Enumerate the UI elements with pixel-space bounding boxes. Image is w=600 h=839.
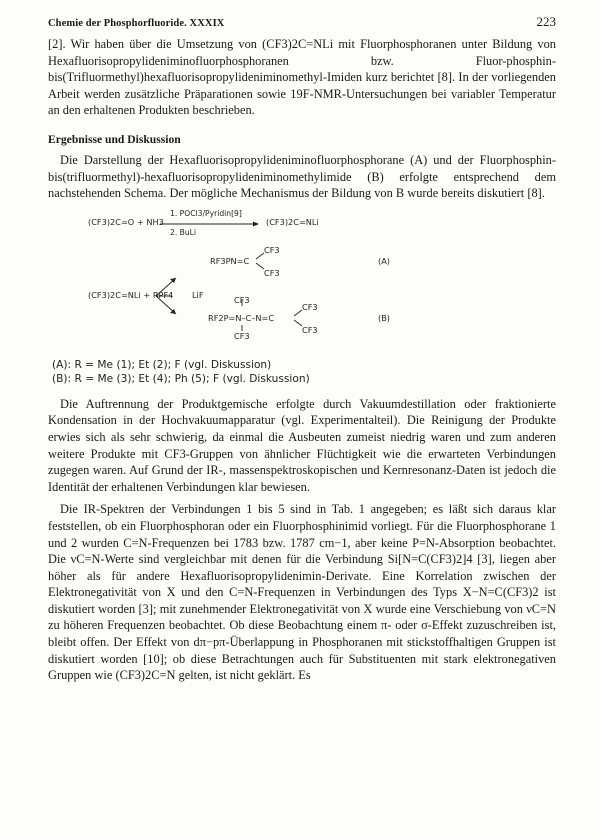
reaction1-product: (CF3)2C=NLi [266,216,319,227]
product-b-cf3-right-lower: CF3 [302,324,318,335]
running-title: Chemie der Phosphorfluoride. XXXIX [48,18,225,29]
product-b-label: (B) [378,312,391,323]
paragraph-scheme-intro: Die Darstellung der Hexafluorisopropylideniminofluorphosphorane (A) und der Fluorphosphin-bis(trifluormethyl)-hexafluorisopropylideniminomethylimide (B) erfolgte entsprechend dem nachstehenden Schema. Der mögliche Mechanismus der Bildung von B wurde bereits diskutiert [8]. [48,152,556,201]
product-a-cf3-lower: CF3 [264,267,280,278]
reaction-scheme [48,206,556,396]
caption-line-b: (B): R = Me (3); Et (4); Ph (5); F (vgl. Diskussion) [52,372,310,385]
product-a-cf3-upper: CF3 [264,244,280,255]
product-b-cf3-top: CF3 [234,294,250,305]
product-b-cf3-right-upper: CF3 [302,301,318,312]
page-header [48,14,556,36]
paper-page [48,14,556,684]
reaction1-reactants: (CF3)2C=O + NH3 [88,216,164,227]
product-a-formula: RF3PN=C [210,255,250,266]
section-title: Ergebnisse und Diskussion [48,132,181,146]
page-number: 223 [536,14,556,29]
lif-byproduct: LiF [192,289,204,300]
reaction2-reactants: (CF3)2C=NLi + RPF4 [88,289,174,300]
paragraph-separation: Die Auftrennung der Produktgemische erfolgte durch Vakuumdestillation oder fraktionierte Kondensation in der Hochvakuumapparatur (vgl. Experimentalteil). Die Reinigung der Produkte erwies sich als sehr schwierig, da einmal die Ausbeuten zumeist niedrig waren und zum anderen weitere Produkte mit CF3-Gruppen von ähnlicher Flüchtigkeit wie die erwarteten Verbindungen zugegen waren. Auf Grund der IR-, massenspektroskopischen und Kernresonanz-Daten ist jedoch die Identität der erhaltenen Verbindungen klar bewiesen. [48,396,556,494]
reaction1-condition-1: 1. POCl3/Pyridin[9] [170,208,242,218]
intro-paragraph: [2]. Wir haben über die Umsetzung von (CF3)2C=NLi mit Fluorphosphoranen unter Bildung von Hexafluorisopropylideniminofluorphosphoranen bzw. Fluor-phosphin-bis(Trifluormethyl)hexafluorisopropylideniminomethyl-Imiden kurz berichtet [8]. In der vorliegenden Arbeit werden zusätzliche Präparationen sowie 19F-NMR-Untersuchungen bei variabler Temperatur an den erhaltenen Produkten beschrieben. [48,37,556,118]
scheme-caption [52,358,310,386]
paragraph-ir-spectra: Die IR-Spektren der Verbindungen 1 bis 5 sind in Tab. 1 angegeben; es läßt sich daraus klar feststellen, ob ein Fluorphosphoran oder ein Fluorphosphinimid vorliegt. Für die Fluorphosphorane 1 und 2 wurden C=N-Frequenzen bei 1783 bzw. 1787 cm−1, aber keine P=N-Absorption beobachtet. Die νC=N-Werte sind vergleichbar mit denen für die Verbindung Si[N=C(CF3)2]4 [3], liegen aber höher als für andere Hexafluorisopropylidenimin-Derivate. Eine Korrelation zwischen der Elektronegativität von X und den C=N-Frequenzen in Verbindungen des Typs X−N=C(CF3)2 ist diskutiert worden [3]; mit zunehmender Elektronegativität von X wurde eine Verschiebung von νC=N zu höheren Frequenzen beobachtet. Ob diese Beobachtung einem π- oder σ-Effekt zuzuschreiben ist, bleibt offen. Der Effekt von dπ−pπ-Überlappung in Phosphoranen mit stickstoffhaltigen Gruppen ist diskutiert worden [10]; ob diese Betrachtungen auch für Substituenten mit stark elektronegativen Gruppen wie (CF3)2C=N gelten, ist nicht geklärt. Es [48,502,556,683]
product-b-cf3-bottom: CF3 [234,330,250,341]
product-b-formula: RF2P=N–C–N=C [208,312,275,323]
caption-line-a: (A): R = Me (1); Et (2); F (vgl. Diskussion) [52,358,272,371]
product-a-label: (A) [378,255,390,266]
reaction1-condition-2: 2. BuLi [170,227,197,237]
